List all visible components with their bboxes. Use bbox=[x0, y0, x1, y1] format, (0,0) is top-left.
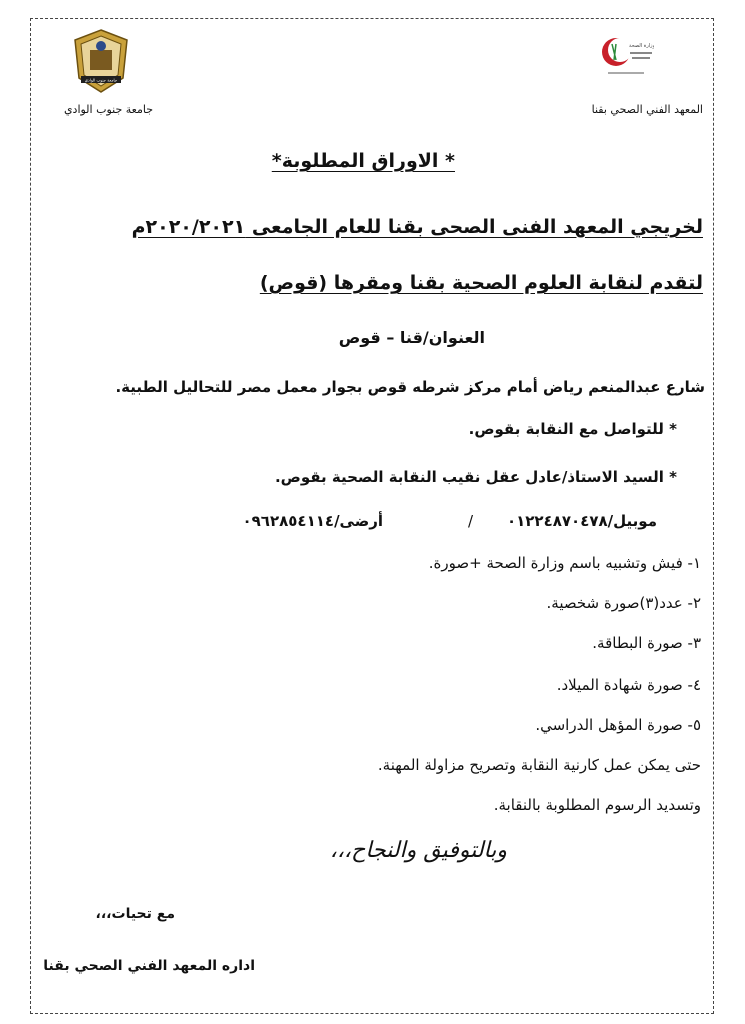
svg-text:جامعة جنوب الوادي: جامعة جنوب الوادي bbox=[84, 77, 118, 83]
fees-text: وتسديد الرسوم المطلوبة بالنقابة. bbox=[493, 796, 701, 814]
address-title: العنوان/قنا – قوص bbox=[338, 328, 485, 347]
wishes-text: وبالتوفيق والنجاح،،، bbox=[329, 838, 507, 863]
document-item: ٣- صورة البطاقة. bbox=[592, 634, 701, 652]
institute-logo bbox=[598, 32, 654, 82]
document-item: ٥- صورة المؤهل الدراسي. bbox=[535, 716, 701, 734]
document-item: ٢- عدد(٣)صورة شخصية. bbox=[546, 594, 701, 612]
institute-name: المعهد الفني الصحي بقنا bbox=[591, 103, 703, 116]
document-item: ٤- صورة شهادة الميلاد. bbox=[556, 676, 701, 694]
graduates-line: لخريجي المعهد الفنى الصحى بقنا للعام الجامعى ٢٠٢٠/٢٠٢١م bbox=[131, 216, 703, 238]
administration-signature: اداره المعهد الفني الصحي بقنا bbox=[43, 958, 255, 974]
university-logo bbox=[72, 28, 130, 94]
purpose-text: حتى يمكن عمل كارنية النقابة وتصريح مزاولة المهنة. bbox=[377, 756, 701, 774]
regards-text: مع تحيات،،، bbox=[95, 906, 175, 922]
mobile-number: موبيل/٠١٢٢٤٨٧٠٤٧٨ bbox=[506, 512, 657, 530]
landline-number: أرضى/٠٩٦٢٨٥٤١١٤ bbox=[242, 512, 383, 530]
address-text: شارع عبدالمنعم رياض أمام مركز شرطه قوص بجوار معمل مصر للتحاليل الطبية. bbox=[115, 378, 705, 396]
university-name: جامعة جنوب الوادي bbox=[63, 103, 153, 116]
contact-note: * للتواصل مع النقابة بقوص. bbox=[468, 420, 677, 438]
document-item: ١- فيش وتشبيه باسم وزارة الصحة +صورة. bbox=[428, 554, 701, 572]
phone-separator: / bbox=[467, 512, 473, 530]
contact-person: * السيد الاستاذ/عادل عقل نقيب النقابة الصحية بقوص. bbox=[274, 468, 677, 486]
page-title: * الاوراق المطلوبة* bbox=[271, 150, 455, 172]
svg-text:وزارة الصحة: وزارة الصحة bbox=[629, 43, 654, 49]
syndicate-line: لتقدم لنقابة العلوم الصحية بقنا ومقرها (قوص) bbox=[259, 272, 703, 294]
